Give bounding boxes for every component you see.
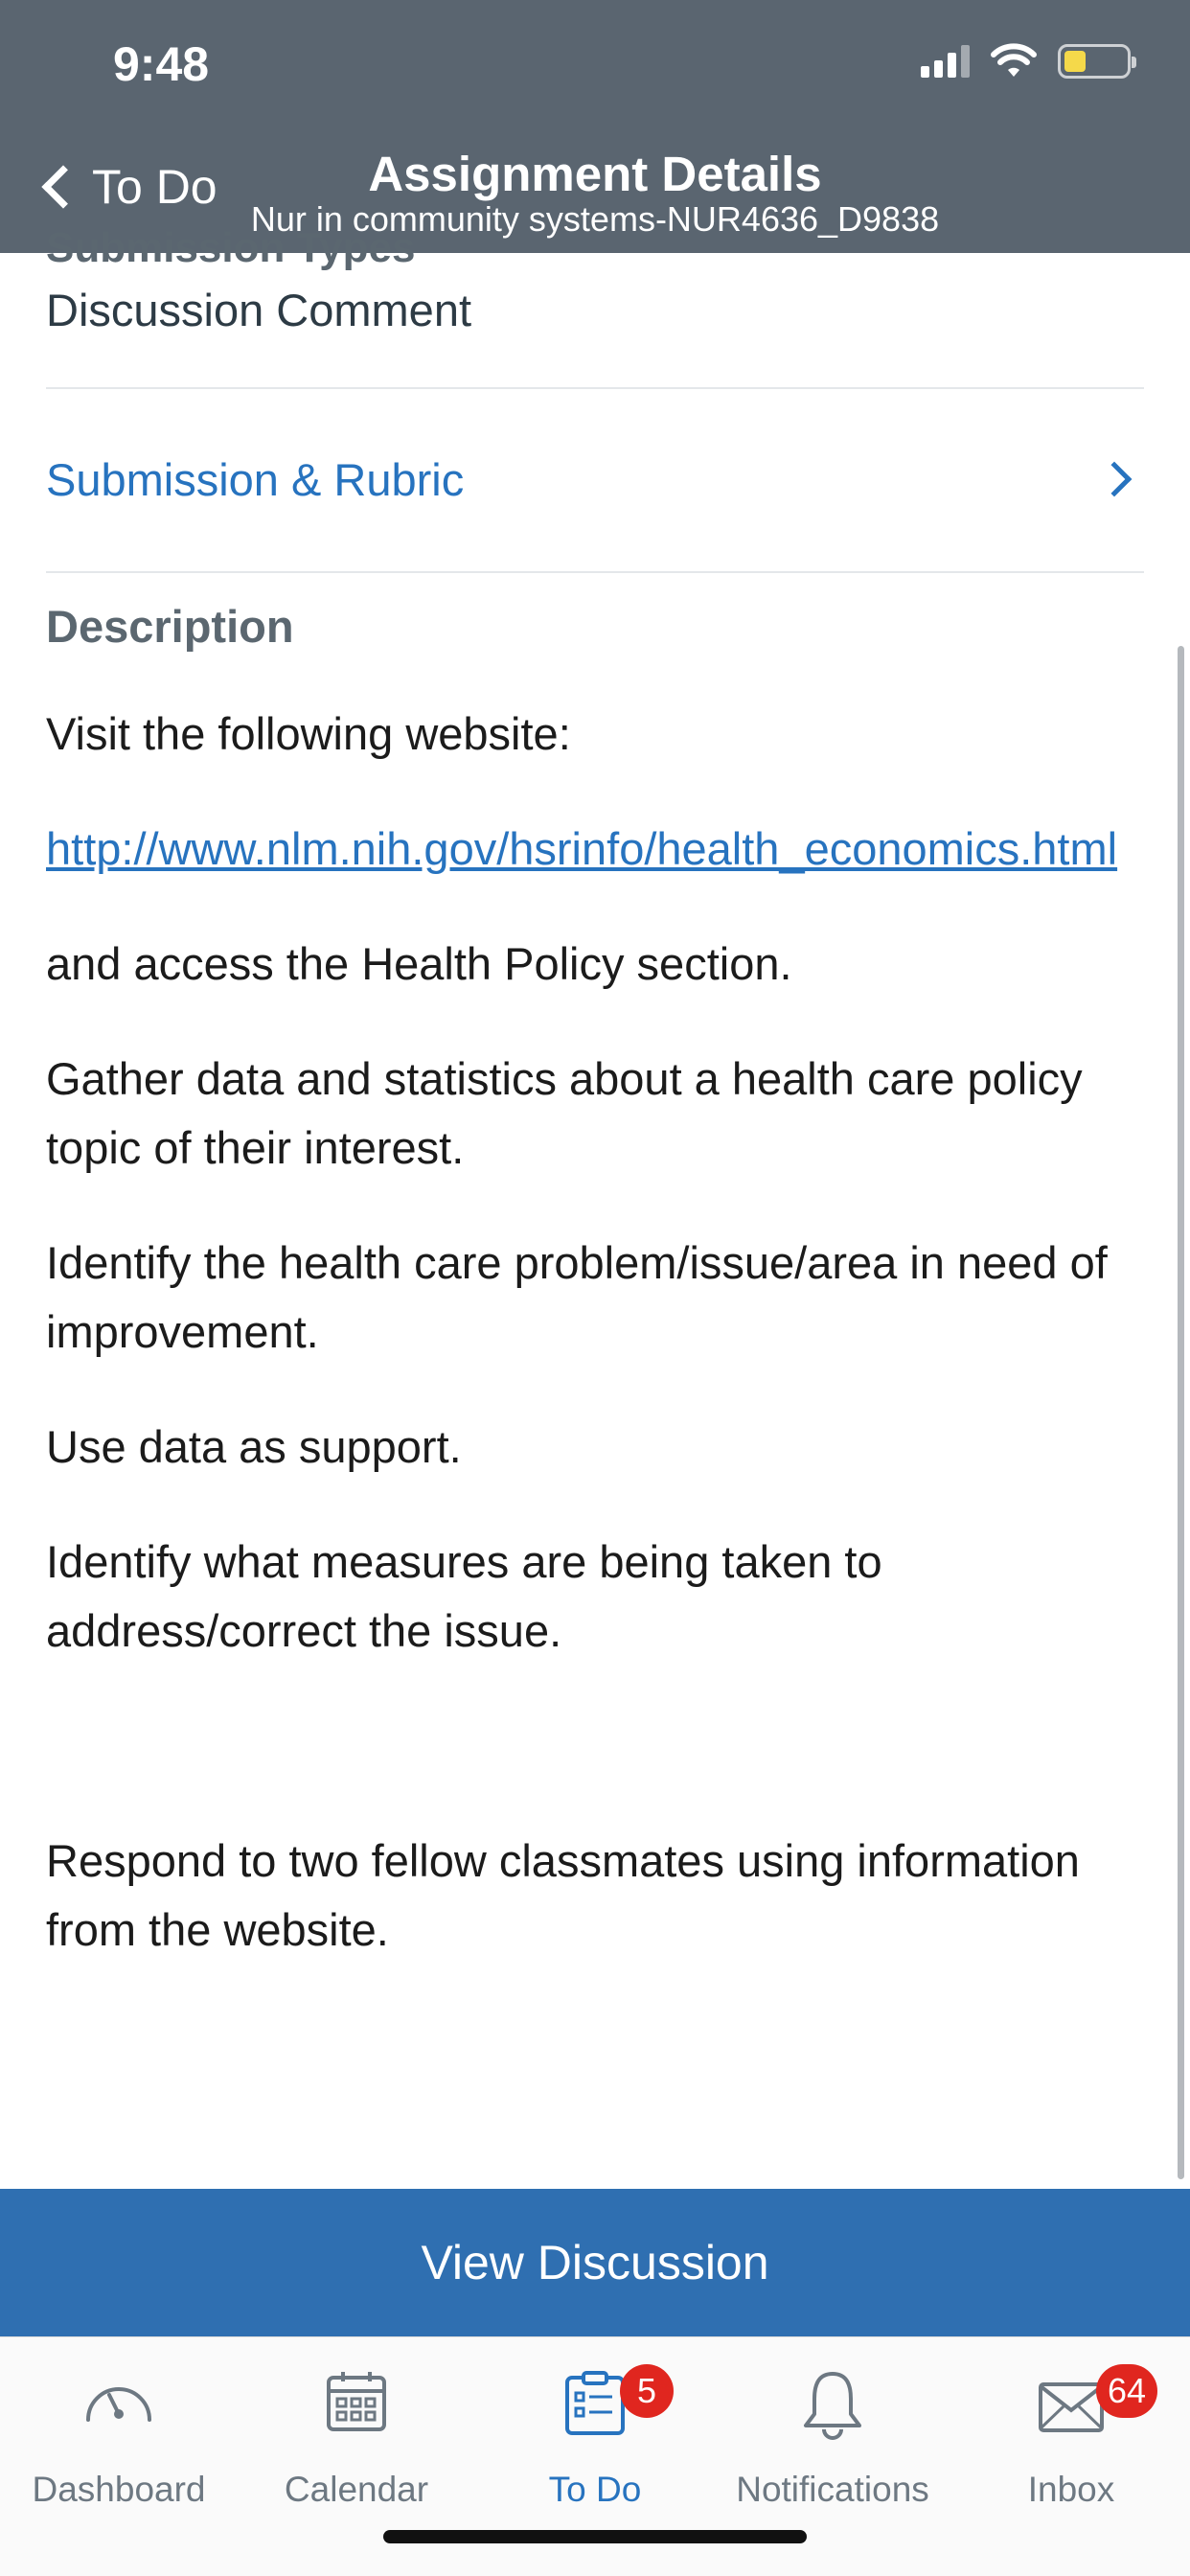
wifi-icon (991, 44, 1037, 79)
mail-icon (1038, 2381, 1105, 2433)
tab-label: Inbox (1027, 2470, 1115, 2509)
view-discussion-button[interactable]: View Discussion (0, 2189, 1190, 2336)
home-indicator (383, 2530, 807, 2543)
tab-inbox[interactable] (952, 2357, 1190, 2519)
description-paragraph: Respond to two fellow classmates using information from the website. (46, 1835, 1080, 1955)
description-paragraph: and access the Health Policy section. (46, 938, 792, 989)
description-paragraph: Visit the following website: (46, 708, 571, 759)
content-scroll-area[interactable] (0, 224, 1190, 2189)
submission-types-heading: Submission Types (46, 224, 416, 271)
tab-calendar[interactable] (238, 2357, 475, 2519)
description-paragraph: Identify the health care problem/issue/area in need of improvement. (46, 1237, 1108, 1357)
tab-label: To Do (548, 2470, 642, 2509)
vertical-scrollbar[interactable] (1178, 646, 1184, 2179)
inbox-badge: 64 (1096, 2364, 1157, 2418)
bell-icon (801, 2370, 864, 2439)
submission-rubric-label: Submission & Rubric (46, 453, 465, 505)
tab-label: Notifications (736, 2470, 929, 2509)
app-header (0, 0, 1190, 253)
tab-todo[interactable] (476, 2357, 714, 2519)
description-heading: Description (46, 601, 294, 652)
health-economics-link[interactable]: http://www.nlm.nih.gov/hsrinfo/health_economics.html (46, 823, 1118, 874)
todo-badge: 5 (620, 2364, 674, 2418)
calendar-icon (326, 2370, 387, 2433)
description-paragraph: Identify what measures are being taken to address/correct the issue. (46, 1536, 882, 1656)
divider (46, 571, 1144, 573)
submission-rubric-row[interactable] (46, 412, 1144, 546)
chevron-right-icon (1097, 462, 1133, 497)
status-time: 9:48 (113, 37, 210, 91)
course-subtitle: Nur in community systems-NUR4636_D9838 (250, 199, 940, 239)
dashboard-icon (82, 2370, 155, 2427)
submission-types-value: Discussion Comment (46, 285, 472, 335)
tab-label: Dashboard (32, 2470, 206, 2509)
description-body (46, 700, 1144, 2011)
tab-label: Calendar (284, 2470, 429, 2509)
battery-icon (1058, 44, 1131, 79)
description-paragraph: Gather data and statistics about a health care policy topic of their interest. (46, 1053, 1083, 1173)
tab-dashboard[interactable] (0, 2357, 238, 2519)
description-paragraph: Use data as support. (46, 1421, 462, 1472)
divider (46, 387, 1144, 389)
back-button-label: To Do (92, 160, 217, 214)
cellular-signal-icon (921, 45, 970, 78)
page-title: Assignment Details (368, 147, 822, 201)
todo-icon (564, 2370, 626, 2437)
status-icons (921, 44, 1131, 79)
tab-notifications[interactable] (714, 2357, 951, 2519)
